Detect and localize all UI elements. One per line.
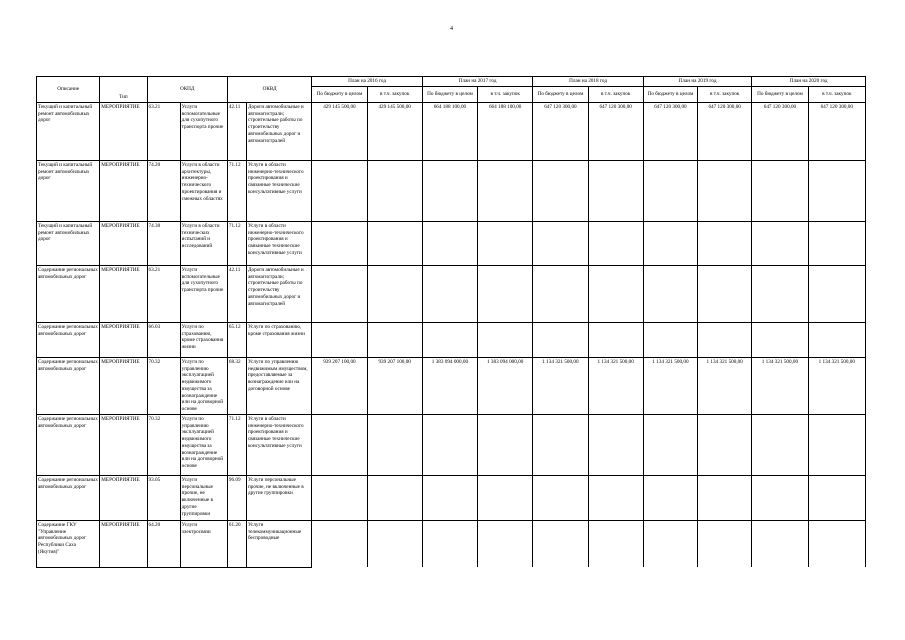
table-row: [37, 221, 866, 265]
header-procurement: в т.ч. закупок: [808, 86, 865, 102]
row-description: Текущий и капитальный ремонт автомобильных дорог: [37, 221, 100, 265]
table-row: [37, 475, 866, 520]
header-year-2016: План на 2016 год: [312, 77, 423, 87]
row-okvd-code: 71.12: [227, 221, 246, 265]
row-okvd-code: 71.12: [227, 160, 246, 221]
row-okpd-text: Услуги по управлению эксплуатацией недвижимого имущества за вознаграждение или на договорной основе: [180, 357, 227, 414]
row-okpd-code: 74.30: [147, 221, 180, 265]
row-okvd-text: Услуги в области инженерно-технического проектирования и связанные технические консультативные услуги: [246, 160, 311, 221]
amount-2019-budget: 647 120 300,00: [643, 102, 697, 160]
header-budget: По бюджету в целом: [422, 86, 477, 102]
row-okvd-code: 42.11: [227, 102, 246, 160]
amount-2020-procurement: 647 120 300,00: [808, 102, 865, 160]
row-okpd-code: 74.20: [147, 160, 180, 221]
row-okpd-text: Услуги по управлению эксплуатацией недвижимого имущества за вознаграждение или на договорной основе: [180, 414, 227, 475]
amount-2018-procurement: 647 120 300,00: [588, 102, 643, 160]
header-type: Тип: [100, 77, 147, 103]
budget-plan-table: [36, 76, 866, 568]
row-okpd-text: Услуги вспомогательные для сухопутного транспорта прочие: [180, 102, 227, 160]
amount-2019-procurement: 647 120 300,00: [698, 102, 752, 160]
amount-2016-procurement: 939 207 100,00: [367, 357, 422, 414]
row-type: МЕРОПРИЯТИЕ: [100, 357, 147, 414]
header-row-years: [37, 77, 866, 87]
amount-2016-budget: 939 207 100,00: [312, 357, 367, 414]
amount-2017-procurement: 1 383 094 000,00: [478, 357, 533, 414]
row-okpd-code: 70.32: [147, 414, 180, 475]
row-okvd-text: Дороги автомобильные и автомагистрали; строительные работы по строительству автомобильных дорог и автомагистралей: [246, 102, 311, 160]
row-okvd-code: 65.12: [227, 322, 246, 357]
row-type: МЕРОПРИЯТИЕ: [100, 160, 147, 221]
header-okpd: ОКПД: [147, 77, 227, 103]
row-okvd-text: Услуги телекоммуникационные беспроводные: [246, 520, 311, 567]
row-type: МЕРОПРИЯТИЕ: [100, 322, 147, 357]
row-okpd-code: 64.20: [147, 520, 180, 567]
header-budget: По бюджету в целом: [752, 86, 808, 102]
page-number: 4: [450, 26, 453, 32]
amount-2018-budget: 1 134 321 500,00: [533, 357, 588, 414]
table-row: [37, 322, 866, 357]
header-budget: По бюджету в целом: [312, 86, 367, 102]
header-year-2017: План на 2017 год: [422, 77, 533, 87]
table-row: [37, 265, 866, 322]
row-description: Содержание региональных автомобильных дорог: [37, 322, 100, 357]
row-type: МЕРОПРИЯТИЕ: [100, 520, 147, 567]
amount-2020-budget: 647 120 300,00: [752, 102, 808, 160]
row-okpd-code: 93.05: [147, 475, 180, 520]
row-description: Содержание региональных автомобильных дорог: [37, 475, 100, 520]
header-okvd: ОКВД: [227, 77, 311, 103]
row-okvd-code: 42.11: [227, 265, 246, 322]
header-year-2019: План на 2019 год: [643, 77, 752, 87]
amount-2016-procurement: 429 145 500,00: [367, 102, 422, 160]
amount-2018-budget: 647 120 300,00: [533, 102, 588, 160]
header-budget: По бюджету в целом: [533, 86, 588, 102]
header-procurement: в т.ч. закупок: [588, 86, 643, 102]
amount-2017-procurement: 664 188 100,00: [478, 102, 533, 160]
row-okvd-code: 96.09: [227, 475, 246, 520]
row-okvd-code: 61.20: [227, 520, 246, 567]
row-okpd-text: Услуги электросвязи: [180, 520, 227, 567]
table-row: [37, 102, 866, 160]
header-year-2020: План на 2020 год: [752, 77, 866, 87]
header-budget: По бюджету в целом: [643, 86, 697, 102]
row-okvd-text: Дороги автомобильные и автомагистрали; строительные работы по строительству автомобильных дорог и автомагистралей: [246, 265, 311, 322]
header-description: Описание: [37, 77, 100, 103]
row-okpd-code: 70.32: [147, 357, 180, 414]
row-okpd-text: Услуги в области технических испытаний и исследований: [180, 221, 227, 265]
header-procurement: в т.ч. закупок: [698, 86, 752, 102]
row-type: МЕРОПРИЯТИЕ: [100, 102, 147, 160]
row-okvd-text: Услуги в области инженерно-технического проектирования и связанные технические консультативные услуги: [246, 414, 311, 475]
row-type: МЕРОПРИЯТИЕ: [100, 221, 147, 265]
row-okvd-text: Услуги в области инженерно-технического проектирования и связанные технические консультативные услуги: [246, 221, 311, 265]
row-description: Содержание региональных автомобильных дорог: [37, 414, 100, 475]
row-okvd-text: Услуги по страхованию, кроме страхования жизни: [246, 322, 311, 357]
table-row: [37, 357, 866, 414]
row-okvd-text: Услуги персональные прочие, не включенные в другие группировки: [246, 475, 311, 520]
amount-2017-budget: 1 383 094 000,00: [422, 357, 477, 414]
row-description: Текущий и капитальный ремонт автомобильных дорог: [37, 160, 100, 221]
amount-2016-budget: 429 145 500,00: [312, 102, 367, 160]
row-okpd-code: 63.21: [147, 102, 180, 160]
row-okpd-text: Услуги в области архитектуры, инженерно-технического проектирования и смежных областях: [180, 160, 227, 221]
row-description: Текущий и капитальный ремонт автомобильных дорог: [37, 102, 100, 160]
row-okpd-code: 66.03: [147, 322, 180, 357]
row-description: Содержание региональных автомобильных дорог: [37, 357, 100, 414]
row-okvd-code: 71.12: [227, 414, 246, 475]
row-okpd-text: Услуги вспомогательные для сухопутного транспорта прочие: [180, 265, 227, 322]
row-type: МЕРОПРИЯТИЕ: [100, 475, 147, 520]
table-row: [37, 160, 866, 221]
header-procurement: в т.ч. закупок: [478, 86, 533, 102]
header-year-2018: План на 2018 год: [533, 77, 644, 87]
row-okvd-text: Услуги по управлению недвижимым имуществом, предоставляемые за вознаграждение или на договорной основе: [246, 357, 311, 414]
amount-2020-budget: 1 134 321 500,00: [752, 357, 808, 414]
row-okpd-code: 63.21: [147, 265, 180, 322]
row-okvd-code: 68.32: [227, 357, 246, 414]
amount-2020-procurement: 1 134 321 500,00: [808, 357, 865, 414]
row-okpd-text: Услуги персональные прочие, не включенные в другие группировки: [180, 475, 227, 520]
table-row: [37, 414, 866, 475]
row-type: МЕРОПРИЯТИЕ: [100, 265, 147, 322]
amount-2019-procurement: 1 134 321 500,00: [698, 357, 752, 414]
amount-2018-procurement: 1 134 321 500,00: [588, 357, 643, 414]
amount-2017-budget: 664 188 100,00: [422, 102, 477, 160]
row-description: Содержание региональных автомобильных дорог: [37, 265, 100, 322]
row-description: Содержание ГКУ "Управление автомобильных дорог Республики Саха (Якутия)": [37, 520, 100, 567]
row-okpd-text: Услуги по страхованию, кроме страхования жизни: [180, 322, 227, 357]
row-type: МЕРОПРИЯТИЕ: [100, 414, 147, 475]
table-row: [37, 520, 866, 567]
amount-2019-budget: 1 134 321 500,00: [643, 357, 697, 414]
header-procurement: в т.ч. закупок: [367, 86, 422, 102]
